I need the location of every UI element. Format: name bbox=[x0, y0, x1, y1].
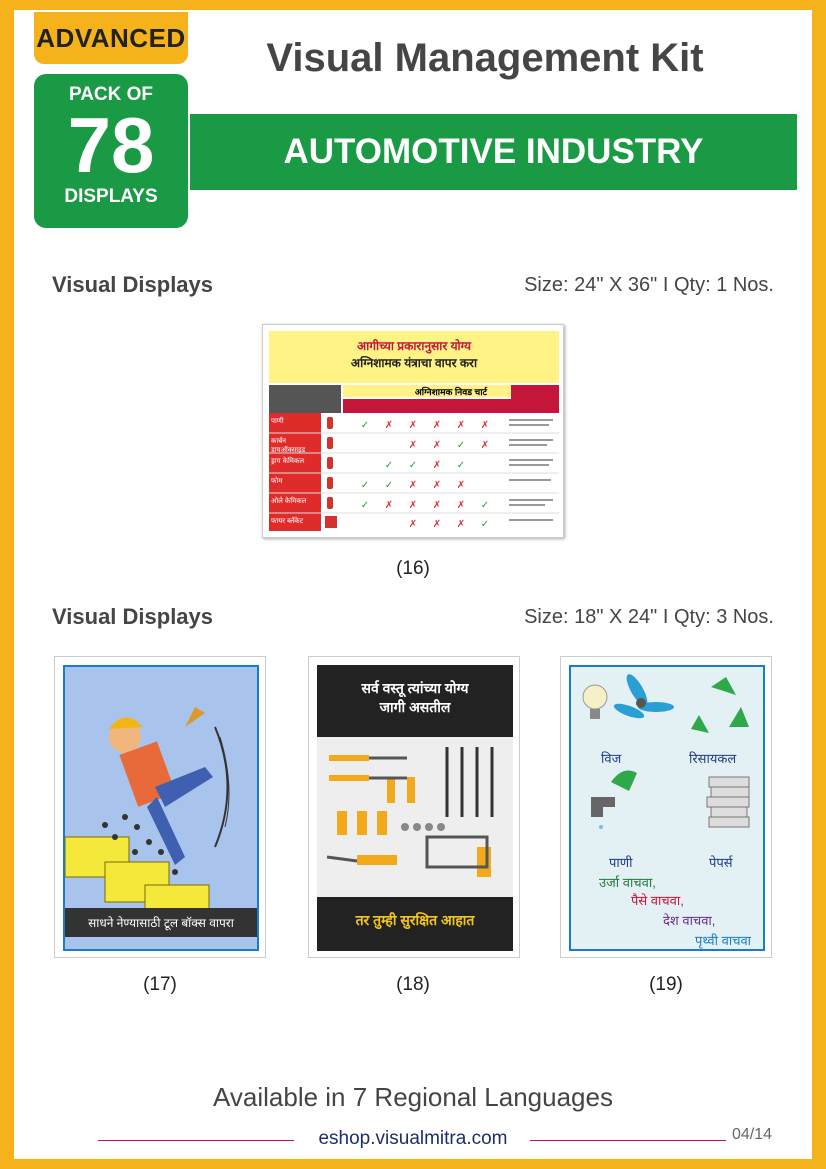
pack-count: 78 bbox=[67, 101, 155, 189]
svg-text:✗: ✗ bbox=[432, 420, 442, 431]
poster-19-paper: पेपर्स bbox=[709, 855, 733, 870]
size-value: 18" X 24" bbox=[574, 606, 658, 628]
poster-17-canvas bbox=[63, 665, 259, 951]
poster-18-tools[interactable] bbox=[308, 656, 520, 958]
svg-text:✗: ✗ bbox=[432, 440, 442, 451]
size-info-1 bbox=[524, 274, 774, 297]
displays-label: DISPLAYS bbox=[64, 186, 158, 207]
svg-text:✓: ✓ bbox=[360, 500, 370, 511]
section-heading-1: Visual Displays bbox=[52, 272, 214, 297]
svg-text:✓: ✓ bbox=[384, 460, 394, 471]
poster-16-title-line1: आगीच्या प्रकारानुसार योग्य bbox=[357, 339, 471, 353]
svg-text:✗: ✗ bbox=[384, 420, 394, 431]
size-label: Size: bbox=[524, 606, 575, 628]
svg-text:✗: ✗ bbox=[408, 440, 418, 451]
svg-text:✓: ✓ bbox=[360, 480, 370, 491]
poster-19-line4: पृथ्वी वाचवा bbox=[695, 933, 752, 948]
svg-text:✗: ✗ bbox=[480, 440, 490, 451]
languages-note: Available in 7 Regional Languages bbox=[213, 1082, 613, 1112]
poster-19-recycle: रिसायकल bbox=[689, 751, 737, 766]
poster-17-text: साधने नेण्यासाठी टूल बॉक्स वापरा bbox=[65, 908, 257, 937]
poster-16-row-1: पाणी bbox=[271, 418, 284, 425]
poster-18-title-line1: सर्व वस्तू त्यांच्या योग्य bbox=[361, 680, 469, 696]
svg-text:✗: ✗ bbox=[456, 519, 466, 530]
svg-text:✓: ✓ bbox=[480, 519, 490, 530]
poster-19-pani: पाणी bbox=[609, 855, 633, 870]
svg-text:✗: ✗ bbox=[432, 500, 442, 511]
svg-text:✗: ✗ bbox=[432, 480, 442, 491]
qty-value: 3 Nos. bbox=[716, 606, 774, 628]
poster-16-row-6: फायर ब्लँकेट bbox=[271, 518, 304, 525]
poster-16-header-classes bbox=[343, 399, 511, 413]
poster-19-line1: उर्जा वाचवा, bbox=[599, 875, 656, 890]
svg-text:✗: ✗ bbox=[432, 519, 442, 530]
poster-17-caption: (17) bbox=[143, 974, 177, 995]
svg-text:✗: ✗ bbox=[408, 420, 418, 431]
qty-value: 1 Nos. bbox=[716, 274, 774, 296]
svg-text:✓: ✓ bbox=[456, 460, 466, 471]
advanced-badge: ADVANCED bbox=[34, 12, 188, 64]
pack-badge bbox=[34, 74, 188, 228]
svg-text:✗: ✗ bbox=[480, 420, 490, 431]
poster-16-title-line2: अग्निशामक यंत्राचा वापर करा bbox=[350, 356, 478, 370]
poster-19-canvas bbox=[569, 665, 765, 951]
size-info-2 bbox=[524, 606, 774, 629]
page-title: Visual Management Kit bbox=[266, 36, 704, 80]
svg-text:✓: ✓ bbox=[360, 420, 370, 431]
svg-text:✗: ✗ bbox=[384, 500, 394, 511]
poster-17-illustration bbox=[65, 667, 257, 949]
poster-18-bottom-text: तर तुम्ही सुरक्षित आहात bbox=[355, 912, 475, 928]
svg-text:✗: ✗ bbox=[456, 480, 466, 491]
poster-17-toolbox[interactable] bbox=[54, 656, 266, 958]
footer-line-left bbox=[98, 1140, 294, 1141]
poster-16-table bbox=[269, 413, 559, 531]
size-label: Size: bbox=[524, 274, 575, 296]
svg-text:✓: ✓ bbox=[456, 440, 466, 451]
poster-16-header-dark bbox=[269, 385, 341, 413]
footer-line-right bbox=[530, 1140, 726, 1141]
poster-19-caption: (19) bbox=[649, 974, 683, 995]
qty-label: Qty: bbox=[673, 274, 717, 296]
svg-text:✗: ✗ bbox=[408, 500, 418, 511]
poster-16-fire-chart[interactable] bbox=[262, 324, 564, 538]
svg-text:✗: ✗ bbox=[456, 420, 466, 431]
poster-16-title-area bbox=[269, 331, 559, 383]
poster-19-vij: विज bbox=[601, 751, 622, 766]
qty-separator: I bbox=[657, 606, 674, 628]
svg-text:✗: ✗ bbox=[408, 480, 418, 491]
poster-19-line3: देश वाचवा, bbox=[663, 913, 716, 928]
svg-text:✓: ✓ bbox=[480, 500, 490, 511]
svg-text:✓: ✓ bbox=[384, 480, 394, 491]
svg-text:✗: ✗ bbox=[432, 460, 442, 471]
poster-19-line2: पैसे वाचवा, bbox=[631, 893, 684, 908]
qty-label: Qty: bbox=[673, 606, 717, 628]
svg-text:✓: ✓ bbox=[408, 460, 418, 471]
svg-text:✗: ✗ bbox=[456, 500, 466, 511]
section-heading-2: Visual Displays bbox=[52, 604, 214, 629]
page-number: 04/14 bbox=[732, 1126, 773, 1143]
poster-16-row-5: ओले केमिकल bbox=[271, 498, 307, 505]
pack-label: PACK OF bbox=[68, 84, 154, 105]
website-link[interactable]: eshop.visualmitra.com bbox=[318, 1128, 508, 1149]
industry-banner: AUTOMOTIVE INDUSTRY bbox=[190, 114, 797, 190]
poster-16-row-3: ड्राय केमिकल bbox=[271, 458, 305, 465]
poster-16-header-note bbox=[511, 385, 559, 413]
poster-16-row-2: कार्बन डायऑक्साइड bbox=[271, 438, 306, 454]
poster-18-caption: (18) bbox=[396, 974, 430, 995]
poster-19-save-energy[interactable] bbox=[560, 656, 772, 958]
svg-text:✗: ✗ bbox=[408, 519, 418, 530]
poster-16-caption: (16) bbox=[396, 558, 430, 579]
poster-18-tools-image bbox=[317, 737, 513, 897]
qty-separator: I bbox=[657, 274, 674, 296]
poster-18-canvas bbox=[317, 665, 513, 951]
poster-18-title-line2: जागी असतील bbox=[379, 699, 451, 715]
poster-16-row-4: फोम bbox=[271, 478, 283, 485]
poster-16-subtitle: अग्निशामक निवड चार्ट bbox=[343, 385, 559, 397]
size-value: 24" X 36" bbox=[574, 274, 658, 296]
